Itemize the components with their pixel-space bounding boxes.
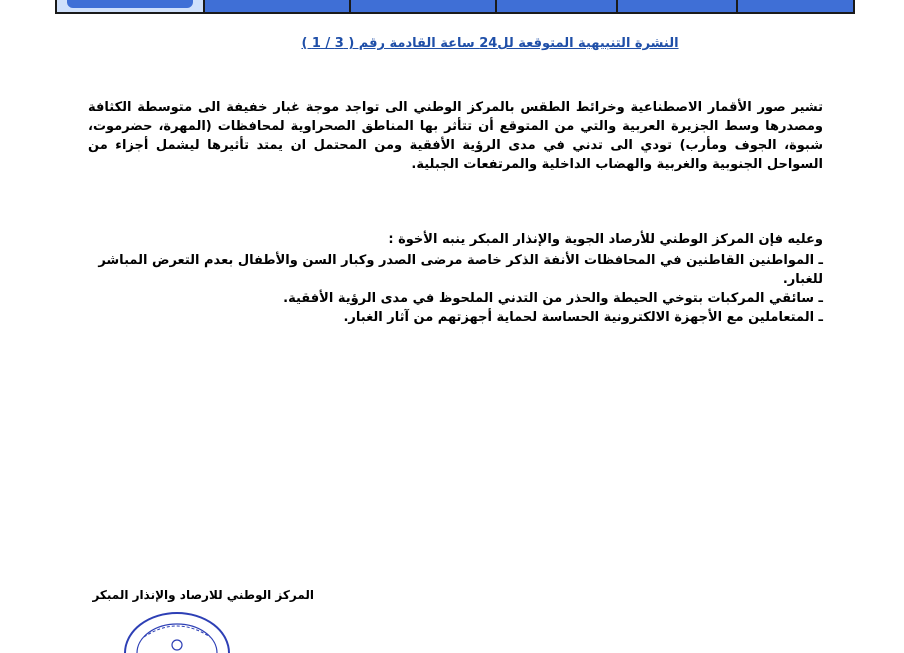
bulletin-paragraph: تشير صور الأقمار الاصطناعية وخرائط الطقس بالمركز الوطني الى تواجد موجة غبار خفيفة الى متوسطة الكثافة ومصدرها وسط الجزيرة العربية والتي من المتوقع أن تتأثر بها المناطق الصحراوية لمحافظات (المهرة، حضرموت، شبوة، الجوف ومأرب) تودي الى تدني في مدى الرؤية الأفقية ومن المحتمل ان يمتد تأثيرها ليشمل أجزاء من السواحل الجنوبية والغربية والهضاب الداخلية والمرتفعات الجبلية. xyxy=(88,100,823,172)
bulletin-title: النشرة التنبيهية المتوقعة لل24 ساعة القادمة رقم ( 3 / 1 ) xyxy=(301,36,679,51)
header-table-cell xyxy=(349,0,495,12)
advice-item: ـ سائقي المركبات بتوخي الحيطة والحذر من التدني الملحوظ في مدى الرؤية الأفقية. xyxy=(283,291,823,306)
advice-list xyxy=(88,251,823,327)
header-table-cell xyxy=(203,0,349,12)
advice-item: ـ المواطنين القاطنين في المحافظات الأنفة الذكر خاصة مرضى الصدر وكبار السن والأطفال بعدم التعرض المباشر للغبار. xyxy=(98,253,823,287)
header-table-cell xyxy=(616,0,737,12)
signature-line: المركز الوطني للارصاد والإنذار المبكر xyxy=(92,588,314,602)
advice-item: ـ المتعاملين مع الأجهزة الالكترونية الحساسة لحماية أجهزتهم من آثار الغبار. xyxy=(343,310,823,325)
header-table-strip xyxy=(55,0,855,14)
advice-intro: وعليه فإن المركز الوطني للأرصاد الجوية والإنذار المبكر ينبه الأخوة : xyxy=(388,232,823,247)
header-table-cell xyxy=(495,0,616,12)
header-table-cell xyxy=(57,0,203,12)
official-stamp-icon xyxy=(122,607,232,653)
header-table-cell xyxy=(736,0,853,12)
